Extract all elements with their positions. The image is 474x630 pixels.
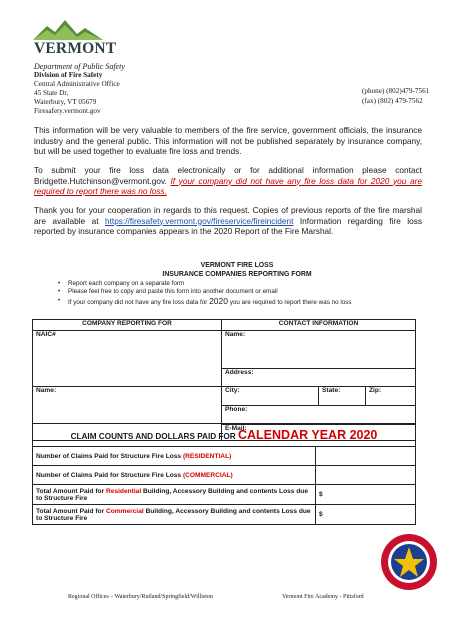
email-field[interactable]: E-Mail:: [222, 425, 416, 441]
row-label-red: (RESIDENTIAL): [182, 452, 232, 460]
contact-header: CONTACT INFORMATION: [222, 320, 416, 331]
form-title: [0, 262, 474, 279]
calendar-year-label: CALENDAR YEAR 2020: [237, 428, 378, 442]
residential-claims-input[interactable]: [316, 447, 416, 466]
submit-paragraph: [34, 165, 422, 197]
vermont-logo-icon: [33, 16, 103, 40]
phone-fax: [362, 87, 429, 106]
address-field[interactable]: Address:: [222, 369, 416, 387]
row-label: Total Amount Paid for: [36, 487, 105, 495]
fax-number: (fax) (802) 479-7562: [362, 96, 423, 105]
phone-field[interactable]: Phone:: [222, 406, 416, 425]
fire-safety-seal-icon: [380, 533, 438, 591]
city-field[interactable]: City:: [222, 387, 319, 406]
row-label-red: (COMMERCIAL): [182, 471, 233, 479]
street-address: 45 State Dr,: [34, 89, 69, 97]
bullet-text-2: you are required to report there was no loss: [229, 298, 352, 306]
state-field[interactable]: State:: [319, 387, 366, 406]
contact-name-field[interactable]: Name:: [222, 331, 416, 369]
row-label-2: Building, Accessory Building and contents Loss due to Structure Fire: [36, 487, 309, 502]
bullet-text: If your company did not have any fire loss data for: [68, 298, 208, 306]
commercial-claims-input[interactable]: [316, 466, 416, 485]
row-label: Total Amount Paid for: [36, 507, 105, 515]
claims-table: [32, 423, 416, 525]
claims-header-text: CLAIM COUNTS AND DOLLARS PAID FOR: [70, 432, 236, 441]
form-title-line1: VERMONT FIRE LOSS: [200, 262, 274, 269]
list-item: • Report each company on a separate form: [58, 280, 352, 288]
required-notice: If your company did not have any fire loss data for 2020 you are required to report there was no loss.: [34, 175, 422, 197]
logo-text: VERMONT: [34, 40, 117, 57]
office-name: Central Administrative Office: [34, 80, 120, 88]
commercial-claims-label: [33, 466, 316, 485]
residential-claims-label: [33, 447, 316, 466]
intro-paragraph: This information will be very valuable to members of the fire service, government officials, the insurance industry and the general public. This information will not be published separately by insurance company, but will be used together to evaluate fire loss and trends.: [34, 125, 422, 157]
naic-field[interactable]: NAIC#: [33, 331, 222, 387]
company-name-field[interactable]: Name:: [33, 387, 222, 441]
company-header: COMPANY REPORTING FOR: [33, 320, 222, 331]
city-address: Waterbury, VT 05679: [34, 98, 97, 106]
submit-text: To submit your fire loss data electronically or for additional information please contact Bridgette.Hutchinson@vermont.gov.: [34, 165, 422, 186]
row-label: Number of Claims Paid for Structure Fire Loss: [36, 471, 182, 479]
row-label: Number of Claims Paid for Structure Fire Loss: [36, 452, 182, 460]
footer-regional-offices: Regional Offices – Waterbury/Rutland/Springfield/Williston: [68, 594, 213, 600]
thanks-paragraph: [34, 205, 422, 237]
phone-number: (phone) (802)479-7561: [362, 87, 430, 95]
commercial-amount-input[interactable]: $: [316, 505, 416, 525]
residential-amount-input[interactable]: $: [316, 485, 416, 505]
department-name: Department of Public Safety: [34, 62, 125, 71]
division-name: Division of Fire Safety: [34, 71, 103, 79]
thanks-text: Thank you for your cooperation in regards to this request. Copies of previous reports of the fire marshal are available at: [34, 205, 422, 226]
website: Firesafety.vermont.gov: [34, 107, 101, 115]
list-item: [58, 297, 352, 307]
commercial-amount-label: [33, 505, 316, 525]
thanks-text-2: Information regarding fire loss reported by insurance companies appears in the 2020 Report of the Fire Marshal.: [34, 215, 422, 237]
agency-address: [34, 62, 125, 116]
form-title-line2: INSURANCE COMPANIES REPORTING FORM: [162, 270, 312, 278]
footer-academy: Vermont Fire Academy - Pittsford: [282, 594, 364, 600]
fire-incident-link[interactable]: https://firesafety.vermont.gov/fireservice/fireincident: [104, 215, 294, 226]
instructions-list: [58, 280, 352, 307]
row-label-red: Residential: [105, 487, 142, 495]
bullet-year: 2020: [209, 295, 228, 306]
row-label-red: Commercial: [105, 507, 144, 515]
row-label-2: Building, Accessory Building and contents Loss due to Structure Fire: [36, 507, 311, 522]
claims-header: [33, 424, 416, 447]
list-item: • Please feel free to copy and paste this form into another document or email: [58, 288, 352, 296]
zip-field[interactable]: Zip:: [366, 387, 416, 406]
residential-amount-label: [33, 485, 316, 505]
